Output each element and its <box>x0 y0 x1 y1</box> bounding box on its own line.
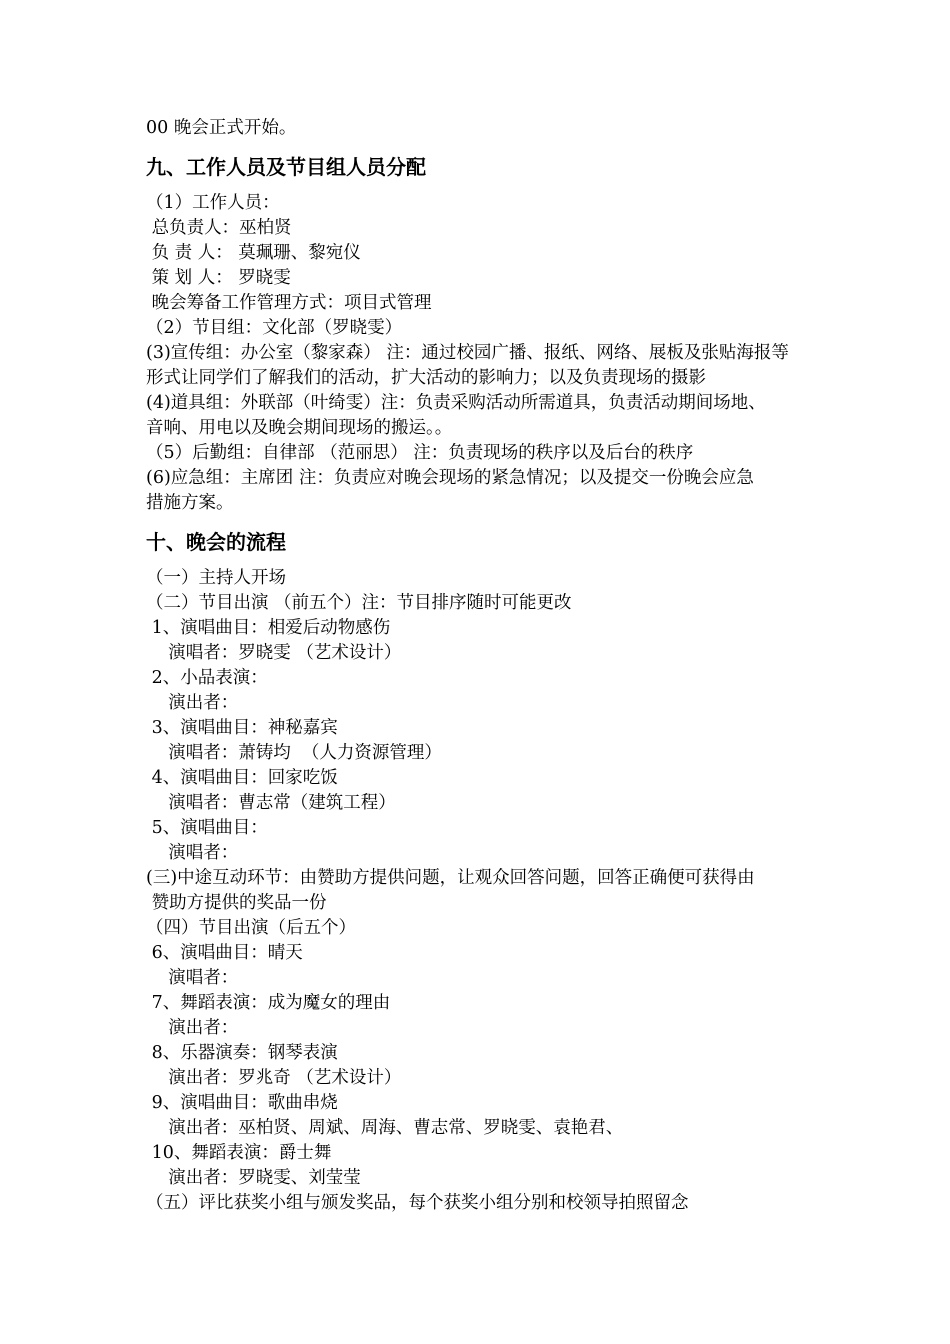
section-9-line: （5）后勤组：自律部 （范丽思） 注：负责现场的秩序以及后台的秩序 <box>146 443 694 463</box>
section-9-line: 形式让同学们了解我们的活动，扩大活动的影响力；以及负责现场的摄影 <box>146 368 706 388</box>
section-10-line: 赞助方提供的奖品一份 <box>146 893 327 913</box>
section-9-line: 负 责 人： 莫珮珊、黎宛仪 <box>146 243 361 263</box>
section-9-heading: 九、工作人员及节目组人员分配 <box>146 155 426 179</box>
intro-line: 00 晚会正式开始。 <box>146 118 297 138</box>
section-10-line: （二）节目出演 （前五个）注：节目排序随时可能更改 <box>146 593 572 613</box>
section-10-line: 10、舞蹈表演：爵士舞 <box>146 1143 332 1163</box>
section-9-line: (6)应急组：主席团 注：负责应对晚会现场的紧急情况；以及提交一份晚会应急 <box>146 468 754 488</box>
section-10-line: (三)中途互动环节：由赞助方提供问题，让观众回答问题，回答正确便可获得由 <box>146 868 755 888</box>
section-10-line: 4、演唱曲目：回家吃饭 <box>146 768 338 788</box>
section-10-line: 演出者：罗晓雯、刘莹莹 <box>146 1168 361 1188</box>
section-10-line: 6、演唱曲目：晴天 <box>146 943 303 963</box>
section-10-line: 2、小品表演： <box>146 668 268 688</box>
section-10-line: （一）主持人开场 <box>146 568 286 588</box>
section-10-line: 9、演唱曲目：歌曲串烧 <box>146 1093 338 1113</box>
section-10-line: 演唱者：曹志常（建筑工程） <box>146 793 396 813</box>
section-9-line: (4)道具组：外联部（叶绮雯）注：负责采购活动所需道具，负责活动期间场地、 <box>146 393 766 413</box>
section-9-line: 晚会筹备工作管理方式：项目式管理 <box>146 293 432 313</box>
section-10-line: 演唱者： <box>146 843 239 863</box>
section-9-line: （2）节目组：文化部（罗晓雯） <box>146 318 403 338</box>
section-10-line: 3、演唱曲目：神秘嘉宾 <box>146 718 338 738</box>
section-9-line: (3)宣传组：办公室（黎家森） 注：通过校园广播、报纸、网络、展板及张贴海报等 <box>146 343 789 363</box>
section-10-line: 演唱者：萧铸均 （人力资源管理） <box>146 743 442 763</box>
section-10-line: 1、演唱曲目：相爱后动物感伤 <box>146 618 391 638</box>
section-10-line: 演出者： <box>146 1018 239 1038</box>
section-9-line: 音响、用电以及晚会期间现场的搬运。。 <box>146 418 453 438</box>
section-10-line: 8、乐器演奏：钢琴表演 <box>146 1043 338 1063</box>
section-10-line: （四）节目出演（后五个） <box>146 918 356 938</box>
section-10-line: 演唱者： <box>146 968 239 988</box>
section-10-line: （五）评比获奖小组与颁发奖品，每个获奖小组分别和校领导拍照留念 <box>146 1193 689 1213</box>
section-9-line: （1）工作人员： <box>146 193 280 213</box>
section-10-heading: 十、晚会的流程 <box>146 530 286 554</box>
section-9-line: 策 划 人： 罗晓雯 <box>146 268 291 288</box>
section-10-line: 演出者： <box>146 693 239 713</box>
section-10-line: 演出者：罗兆奇 （艺术设计） <box>146 1068 402 1088</box>
section-10-line: 5、演唱曲目： <box>146 818 268 838</box>
section-9-line: 总负责人：巫柏贤 <box>146 218 292 238</box>
section-10-line: 演出者：巫柏贤、周斌、周海、曹志常、罗晓雯、袁艳君、 <box>146 1118 624 1138</box>
section-10-line: 演唱者：罗晓雯 （艺术设计） <box>146 643 402 663</box>
section-9-line: 措施方案。 <box>146 493 234 513</box>
section-10-line: 7、舞蹈表演：成为魔女的理由 <box>146 993 391 1013</box>
